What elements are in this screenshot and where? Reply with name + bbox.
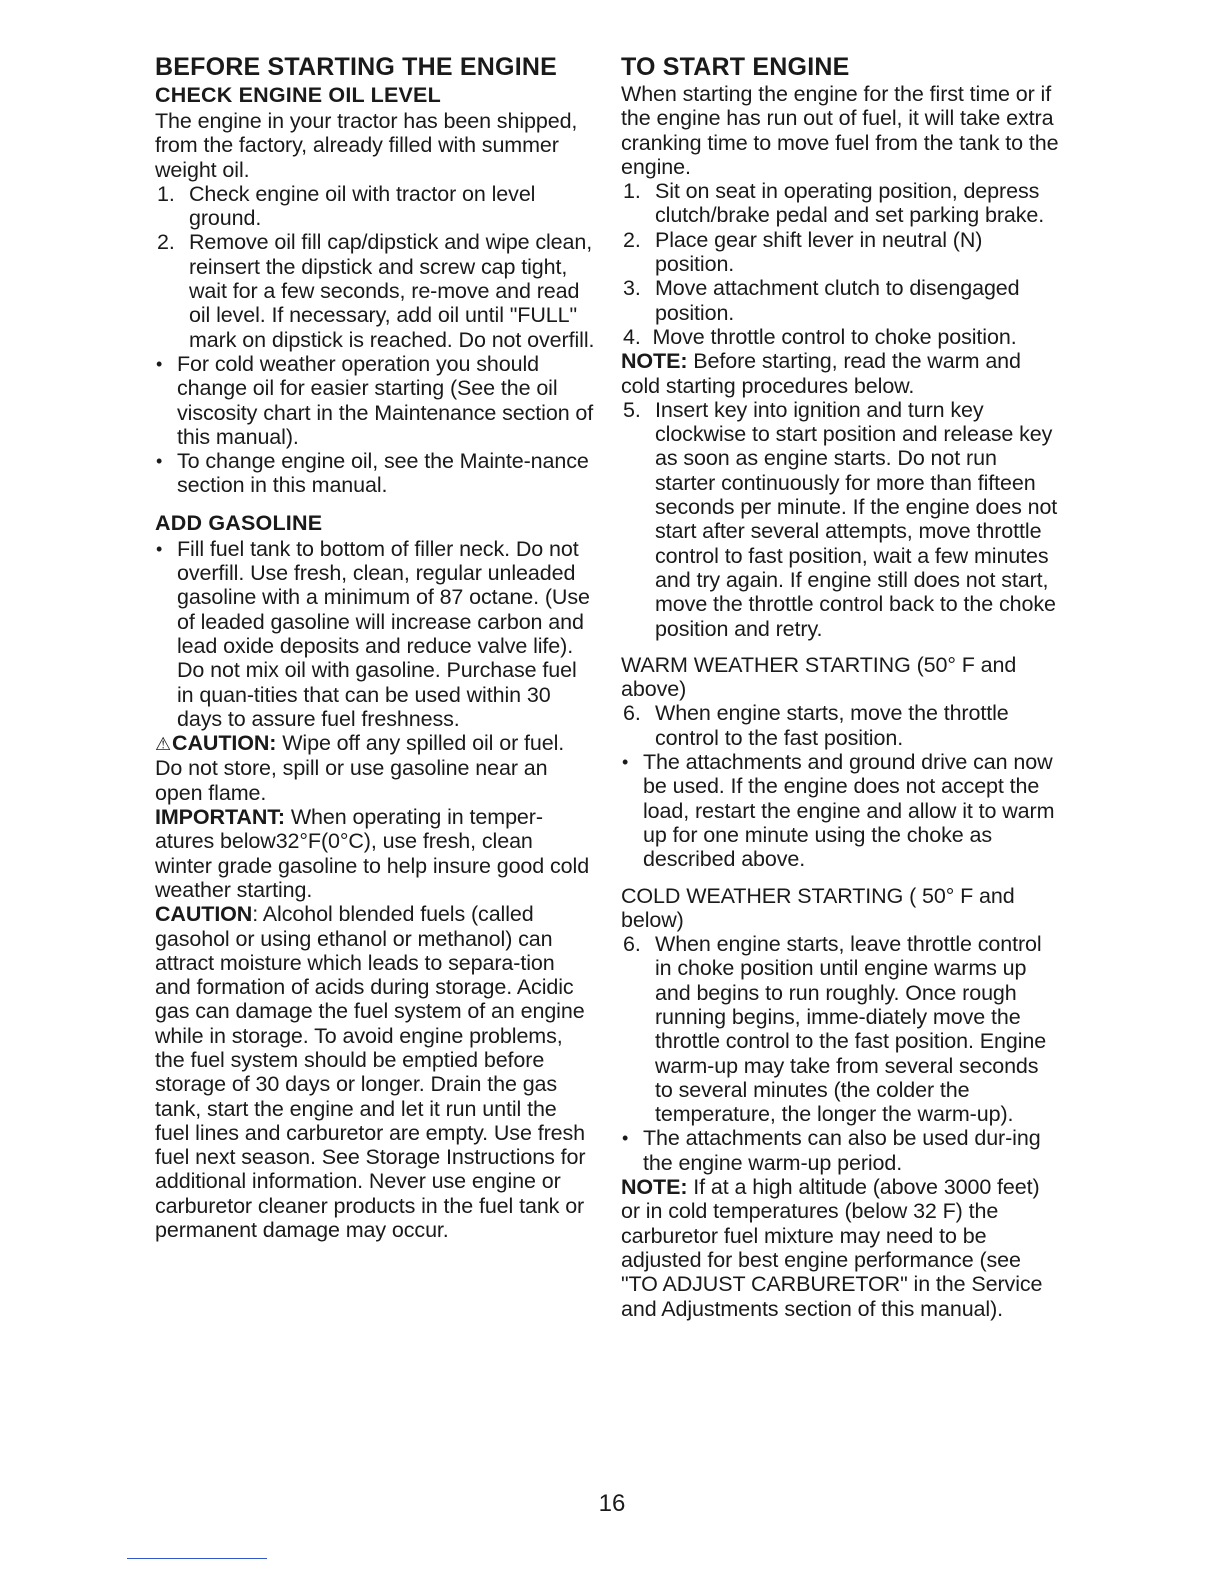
- start-step-1: [621, 179, 1061, 228]
- cold-steps-list: [621, 932, 1061, 1126]
- oil-step-2: [155, 230, 595, 351]
- step-text: Move attachment clutch to disengaged position.: [655, 276, 1020, 325]
- step-number: 6.: [623, 932, 641, 957]
- warm-steps-list: [621, 701, 1061, 750]
- subheading-add-gasoline: ADD GASOLINE: [155, 510, 323, 535]
- warm-bullets-list: [621, 750, 1061, 871]
- important-label: IMPORTANT:: [155, 805, 285, 830]
- cold-step-6: [621, 932, 1061, 1126]
- start-intro-paragraph: When starting the engine for the first time or if the engine has run out of fuel, it will take extra cranking time to move fuel from the tank to the engine.: [621, 82, 1059, 179]
- start-step-3: [621, 276, 1061, 325]
- note-text: If at a high altitude (above 3000 feet) or in cold temperatures (below 32 F) the carburetor fuel mixture may need to be adjusted for best engine performance (see "TO ADJUST CARBURETOR" in the Service and Adjustments section of this manual).: [621, 1175, 1043, 1321]
- bullet-text: For cold weather operation you should change oil for easier starting (See the oil viscosity chart in the Maintenance section of this manual).: [177, 351, 594, 449]
- section-title-before-starting: BEFORE STARTING THE ENGINE: [155, 53, 557, 81]
- step-number: 3.: [623, 276, 641, 301]
- page-number: 16: [598, 1490, 626, 1517]
- step-text: Remove oil fill cap/dipstick and wipe clean, reinsert the dipstick and screw cap tight, wait for a few seconds, re-move and read oil level. If necessary, add oil until "FULL" mark on dipstick is reached. Do not overfill.: [189, 230, 595, 352]
- oil-steps-list: [155, 182, 595, 352]
- step-text: Place gear shift lever in neutral (N) position.: [655, 227, 983, 277]
- step-text: When engine starts, leave throttle control in choke position until engine warms up and begins to run roughly. Once rough running begins, imme-diately move the throttle control to the fast position. Engine warm-up may take from several seconds to several minutes (the colder the temperature, the longer the warm-up).: [655, 932, 1047, 1127]
- step-number: 1.: [623, 179, 641, 204]
- warm-bullet-1: [621, 750, 1061, 871]
- left-column: [155, 52, 595, 1242]
- step-text: Check engine oil with tractor on level ground.: [189, 181, 536, 231]
- cold-weather-heading: COLD WEATHER STARTING ( 50° F and below): [621, 883, 1015, 932]
- step-number: 5.: [623, 397, 641, 422]
- start-step-5-list: [621, 398, 1061, 641]
- start-step-5: [621, 398, 1061, 641]
- caution-text: : Alcohol blended fuels (called gasohol or using ethanol or methanol) can attract moisture which leads to separa-tion and formation of acids during storage. Acidic gas can damage the fuel system of an engine while in storage. To avoid engine problems, the fuel system should be emptied before storage of 30 days or longer. Drain the gas tank, start the engine and let it run until the fuel lines and carburetor are empty. Use fresh fuel next season. See Storage Instructions for additional information. Never use engine or carburetor cleaner products in the fuel tank or permanent damage may occur.: [155, 902, 586, 1243]
- bullet-text: Fill fuel tank to bottom of filler neck. Do not overfill. Use fresh, clean, regular unleaded gasoline with a minimum of 87 octane. (Use of leaded gasoline will increase carbon and lead oxide deposits and reduce valve life). Do not mix oil with gasoline. Purchase fuel in quan-tities that can be used within 30 days to assure fuel freshness.: [177, 536, 590, 731]
- step-text: Insert key into ignition and turn key clockwise to start position and release key as soon as engine starts. Do not run starter continuously for more than fifteen seconds per minute. If the engine does not start after several attempts, move throttle control to fast position, wait a few minutes and try again. If engine still does not start, move the throttle control back to the choke position and retry.: [655, 397, 1058, 641]
- oil-step-1: [155, 182, 595, 231]
- caution-paragraph-1: [155, 731, 595, 805]
- step-text: Move throttle control to choke position.: [652, 324, 1017, 349]
- gas-bullets-list: [155, 537, 595, 731]
- note-label: NOTE:: [621, 349, 688, 374]
- bullet-dot-icon: •: [622, 1128, 629, 1149]
- bullet-text: To change engine oil, see the Mainte-nance section in this manual.: [177, 449, 589, 498]
- bullet-dot-icon: •: [622, 752, 629, 773]
- caution-label: CAUTION:: [172, 731, 277, 756]
- step-number: 6.: [623, 701, 641, 726]
- start-step-4: [621, 325, 1061, 349]
- right-column: [621, 52, 1061, 1321]
- bullet-dot-icon: •: [156, 353, 163, 374]
- caution-label: CAUTION: [155, 902, 253, 927]
- caution-paragraph-2: [155, 902, 595, 1242]
- bullet-dot-icon: •: [156, 538, 163, 559]
- bullet-text: The attachments can also be used dur-ing the engine warm-up period.: [643, 1126, 1041, 1175]
- step-number: 4.: [623, 324, 641, 349]
- warm-weather-heading: WARM WEATHER STARTING (50° F and above): [621, 652, 1017, 702]
- step-number: 2.: [623, 227, 641, 252]
- step-text: Sit on seat in operating position, depress clutch/brake pedal and set parking brake.: [655, 179, 1045, 228]
- start-steps-list: [621, 179, 1061, 349]
- bullet-dot-icon: •: [156, 451, 163, 472]
- note-label: NOTE:: [621, 1175, 688, 1200]
- cold-bullets-list: [621, 1126, 1061, 1175]
- warm-step-6: [621, 701, 1061, 750]
- start-step-2: [621, 228, 1061, 277]
- oil-bullets-list: [155, 352, 595, 498]
- caution-text: Wipe off any spilled oil or fuel. Do not store, spill or use gasoline near an open flame.: [155, 731, 565, 805]
- note-paragraph-2: [621, 1175, 1061, 1321]
- footer-rule: [127, 1558, 267, 1559]
- important-text: When operating in temper-atures below32°F(0°C), use fresh, clean winter grade gasoline to help insure good cold weather starting.: [155, 805, 590, 902]
- step-number: 1.: [157, 181, 175, 206]
- oil-bullet-2: [155, 449, 595, 498]
- section-title-start-engine: TO START ENGINE: [621, 53, 850, 81]
- subheading-check-oil: CHECK ENGINE OIL LEVEL: [155, 83, 441, 107]
- oil-intro-paragraph: The engine in your tractor has been shipped, from the factory, already filled with summer weight oil.: [155, 109, 578, 182]
- note-paragraph-1: [621, 349, 1061, 398]
- oil-bullet-1: [155, 352, 595, 449]
- warning-triangle-icon: ⚠: [155, 734, 172, 755]
- important-paragraph: [155, 805, 595, 902]
- step-number: 2.: [157, 230, 175, 255]
- bullet-text: The attachments and ground drive can now be used. If the engine does not accept the load, restart the engine and allow it to warm up for one minute using the choke as described above.: [643, 750, 1055, 872]
- gas-bullet-1: [155, 537, 595, 731]
- note-text: Before starting, read the warm and cold starting procedures below.: [621, 349, 1021, 398]
- step-text: When engine starts, move the throttle control to the fast position.: [655, 701, 1009, 750]
- cold-bullet-1: [621, 1126, 1061, 1175]
